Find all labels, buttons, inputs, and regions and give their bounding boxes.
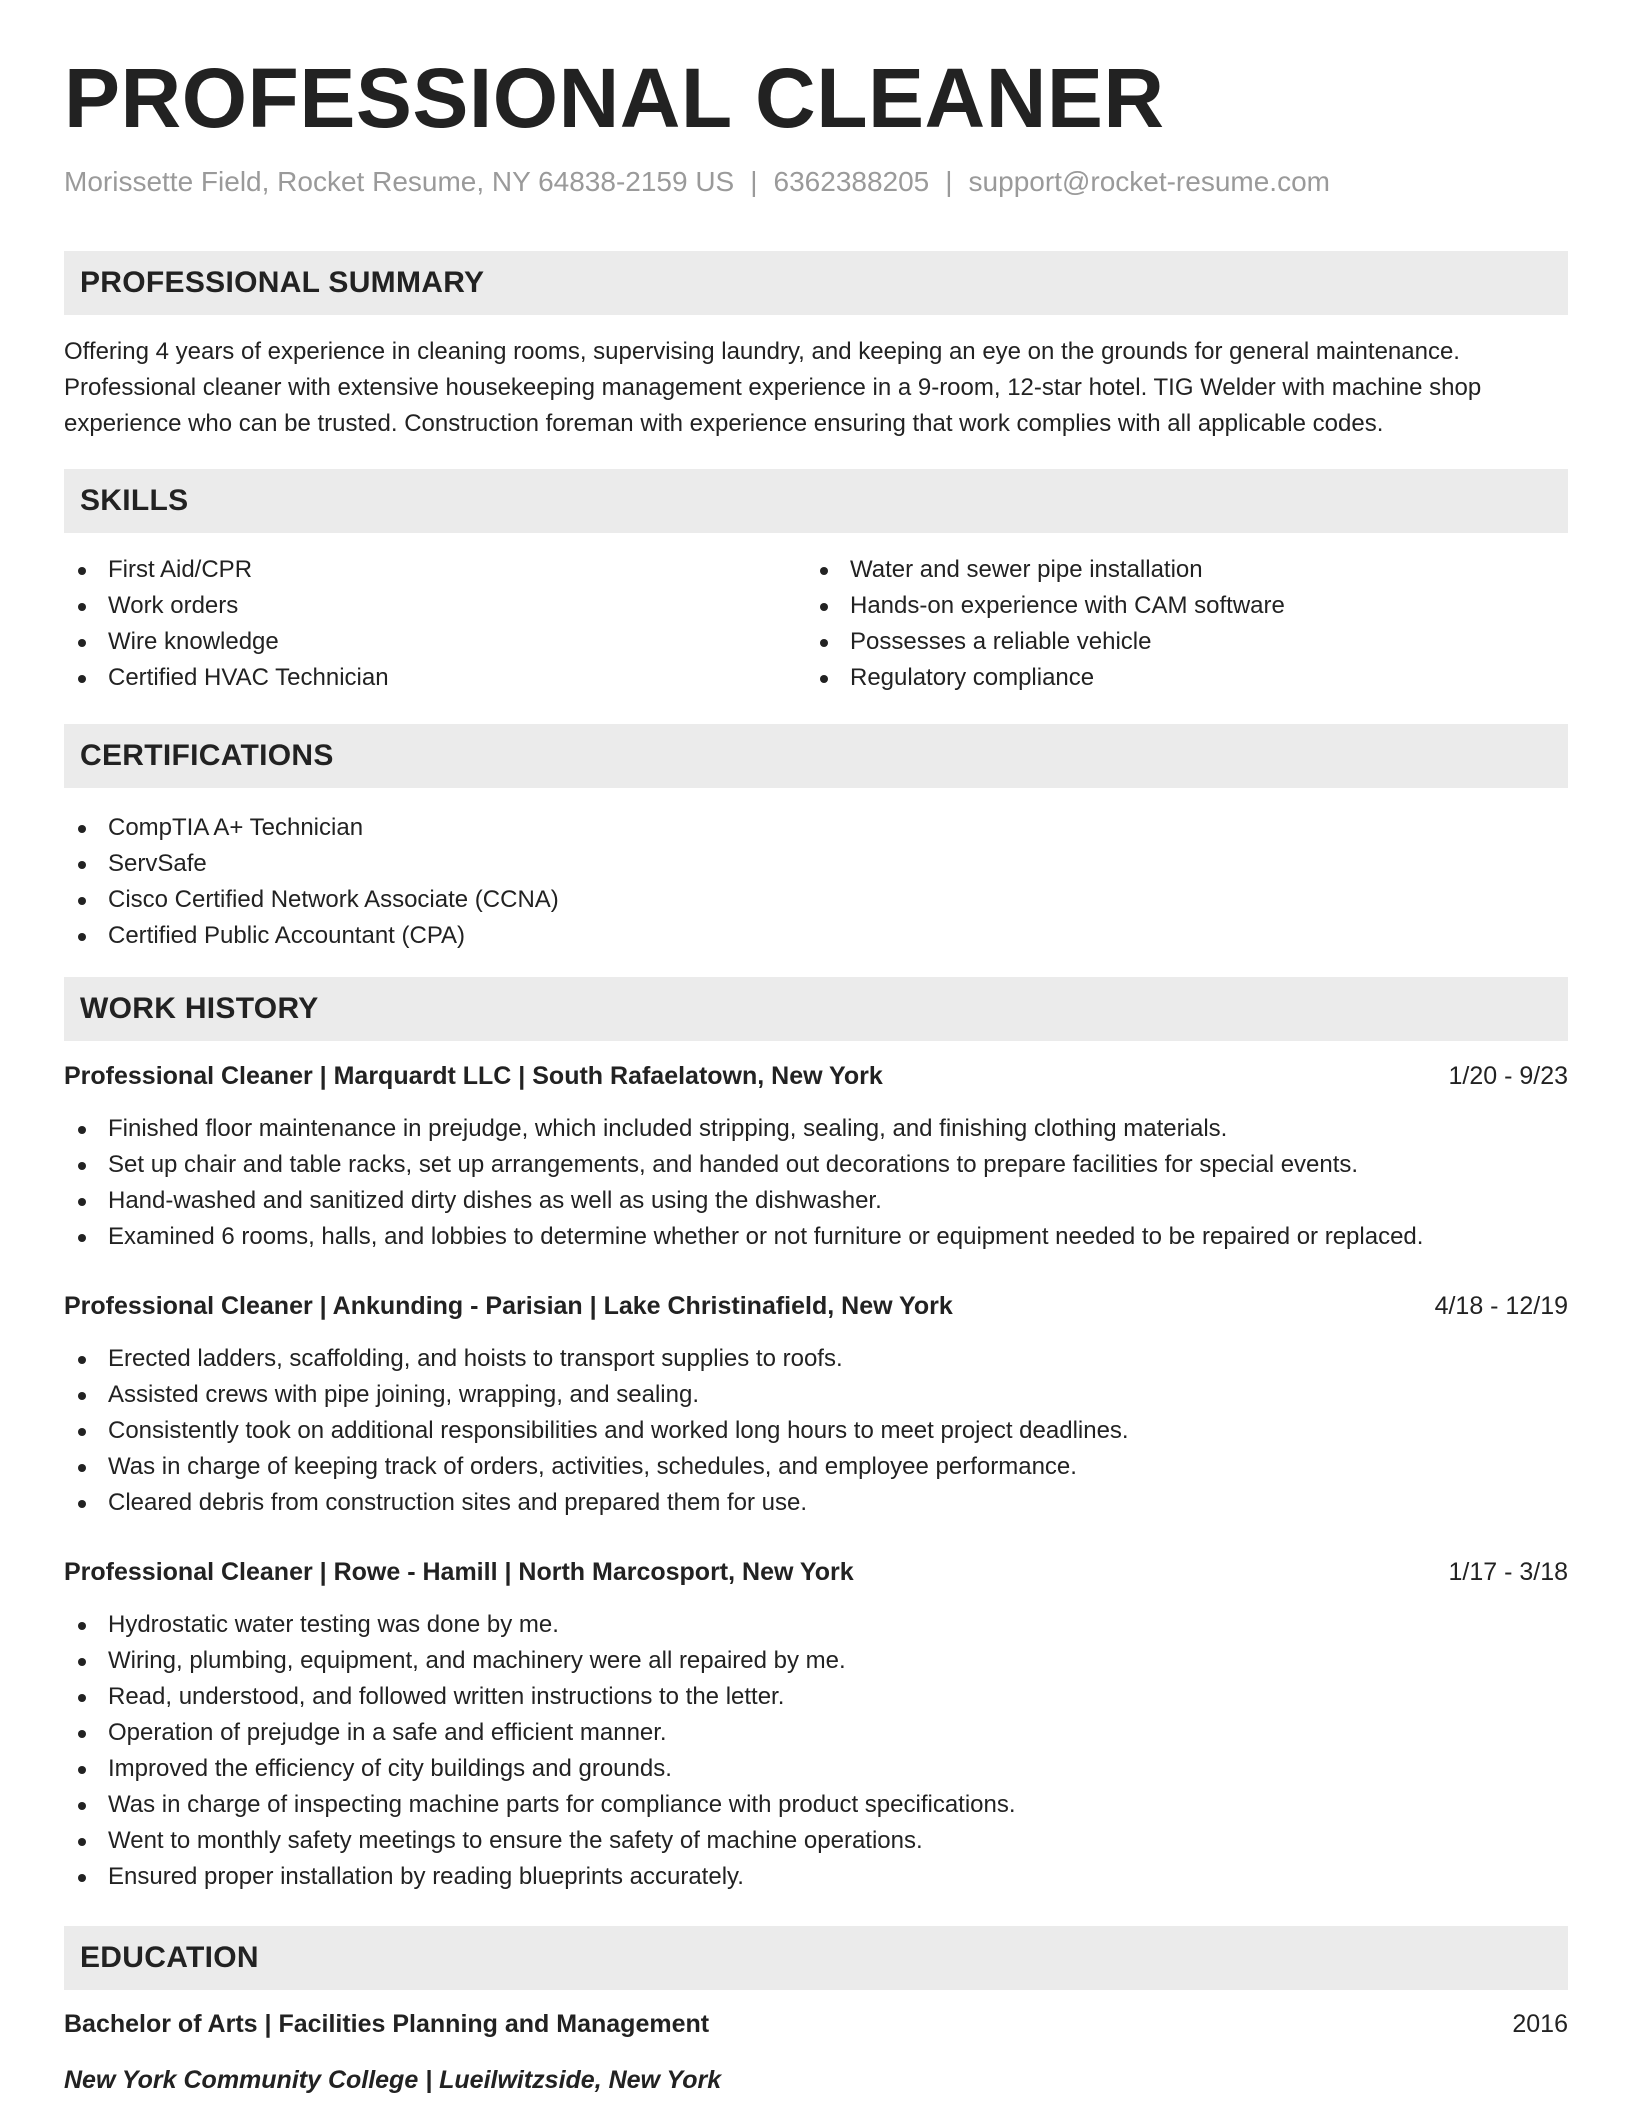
summary-section-title: PROFESSIONAL SUMMARY	[80, 266, 485, 299]
education-section-header	[64, 1926, 1568, 1990]
education-year: 2016	[1512, 2009, 1568, 2038]
job-header	[64, 1288, 1568, 1324]
contact-phone: 6362388205	[773, 166, 930, 197]
skill-item: Hands-on experience with CAM software	[806, 588, 1566, 624]
job-bullets	[64, 1607, 1568, 1895]
certifications-list	[64, 810, 1568, 954]
job-bullet: Set up chair and table racks, set up arrangements, and handed out decorations to prepare facilities for special events.	[64, 1147, 1568, 1183]
job-bullet: Cleared debris from construction sites and prepared them for use.	[64, 1485, 1568, 1521]
contact-email: support@rocket-resume.com	[968, 166, 1330, 197]
contact-line	[64, 168, 1330, 196]
skill-item: Wire knowledge	[64, 624, 804, 660]
contact-address: Morissette Field, Rocket Resume, NY 64838-2159 US	[64, 166, 735, 197]
skills-section-title: SKILLS	[80, 484, 189, 517]
skill-item: Possesses a reliable vehicle	[806, 624, 1566, 660]
skill-item: Work orders	[64, 588, 804, 624]
job-bullet: Wiring, plumbing, equipment, and machinery were all repaired by me.	[64, 1643, 1568, 1679]
job-bullet: Went to monthly safety meetings to ensure the safety of machine operations.	[64, 1823, 1568, 1859]
job-dates: 1/17 - 3/18	[1448, 1557, 1568, 1586]
skills-list-left	[64, 552, 804, 696]
education-header	[64, 2006, 1568, 2042]
job-title: Professional Cleaner | Rowe - Hamill | North Marcosport, New York	[64, 1557, 854, 1586]
job-dates: 4/18 - 12/19	[1434, 1291, 1568, 1320]
summary-section-header	[64, 251, 1568, 315]
certification-item: ServSafe	[64, 846, 1568, 882]
job-dates: 1/20 - 9/23	[1448, 1061, 1568, 1090]
job-bullet: Operation of prejudge in a safe and efficient manner.	[64, 1715, 1568, 1751]
job-bullets	[64, 1111, 1568, 1255]
certifications-section-title: CERTIFICATIONS	[80, 739, 334, 772]
skill-item: Certified HVAC Technician	[64, 660, 804, 696]
job-bullet: Improved the efficiency of city buildings and grounds.	[64, 1751, 1568, 1787]
job-bullet: Assisted crews with pipe joining, wrapping, and sealing.	[64, 1377, 1568, 1413]
job-title: Professional Cleaner | Marquardt LLC | South Rafaelatown, New York	[64, 1061, 883, 1090]
skills-section-header	[64, 469, 1568, 533]
certifications-section-header	[64, 724, 1568, 788]
job-bullet: Was in charge of inspecting machine parts for compliance with product specifications.	[64, 1787, 1568, 1823]
job-bullet: Finished floor maintenance in prejudge, which included stripping, sealing, and finishing clothing materials.	[64, 1111, 1568, 1147]
work-section-title: WORK HISTORY	[80, 992, 319, 1025]
job-bullets	[64, 1341, 1568, 1521]
skill-item: First Aid/CPR	[64, 552, 804, 588]
certification-item: Certified Public Accountant (CPA)	[64, 918, 1568, 954]
work-section-header	[64, 977, 1568, 1041]
certification-item: CompTIA A+ Technician	[64, 810, 1568, 846]
skill-item: Regulatory compliance	[806, 660, 1566, 696]
job-bullet: Hydrostatic water testing was done by me.	[64, 1607, 1568, 1643]
job-bullet: Read, understood, and followed written instructions to the letter.	[64, 1679, 1568, 1715]
job-bullet: Consistently took on additional responsibilities and worked long hours to meet project deadlines.	[64, 1413, 1568, 1449]
job-header	[64, 1554, 1568, 1590]
education-section-title: EDUCATION	[80, 1941, 259, 1974]
summary-text: Offering 4 years of experience in cleaning rooms, supervising laundry, and keeping an eye on the grounds for general maintenance. Professional cleaner with extensive housekeeping management experience in a 9-room, 12-star hotel. TIG Welder with machine shop experience who can be trusted. Construction foreman with experience ensuring that work complies with all applicable codes.	[64, 338, 1482, 437]
job-bullet: Hand-washed and sanitized dirty dishes as well as using the dishwasher.	[64, 1183, 1568, 1219]
education-degree: Bachelor of Arts | Facilities Planning and Management	[64, 2009, 710, 2038]
job-bullet: Was in charge of keeping track of orders, activities, schedules, and employee performance.	[64, 1449, 1568, 1485]
contact-separator: |	[945, 166, 953, 197]
skills-list-right	[806, 552, 1566, 696]
job-bullet: Examined 6 rooms, halls, and lobbies to determine whether or not furniture or equipment needed to be repaired or replaced.	[64, 1219, 1568, 1255]
skill-item: Water and sewer pipe installation	[806, 552, 1566, 588]
contact-separator: |	[750, 166, 758, 197]
job-title: Professional Cleaner | Ankunding - Parisian | Lake Christinafield, New York	[64, 1291, 953, 1320]
certification-item: Cisco Certified Network Associate (CCNA)	[64, 882, 1568, 918]
resume-name: PROFESSIONAL CLEANER	[64, 51, 1165, 145]
job-bullet: Ensured proper installation by reading blueprints accurately.	[64, 1859, 1568, 1895]
education-school: New York Community College | Lueilwitzside, New York	[64, 2066, 722, 2094]
job-bullet: Erected ladders, scaffolding, and hoists to transport supplies to roofs.	[64, 1341, 1568, 1377]
job-header	[64, 1058, 1568, 1094]
